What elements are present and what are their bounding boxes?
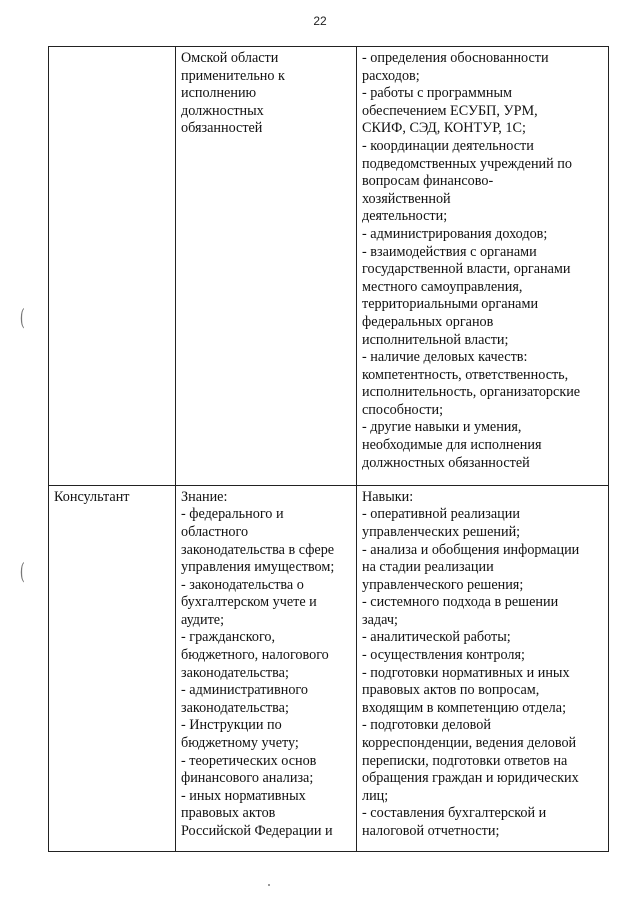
skills-cell <box>357 47 609 486</box>
text-line: - осуществления контроля; <box>362 647 525 664</box>
text-line: - подготовки деловой <box>362 717 491 734</box>
text-line: Омской области <box>181 50 279 66</box>
text-line: на стадии реализации <box>362 559 494 576</box>
text-line: управленческого решения; <box>362 576 524 593</box>
text-line: - анализа и обобщения информации <box>362 541 580 558</box>
text-line: - другие навыки и умения, <box>362 419 522 436</box>
text-line: способности; <box>362 401 444 418</box>
qualification-table <box>48 46 609 852</box>
text-line: деятельности; <box>362 208 448 225</box>
scan-binding-mark: ( <box>19 560 25 585</box>
text-line: местного самоуправления, <box>362 278 523 295</box>
text-line: управленческих решений; <box>362 523 521 540</box>
text-line: вопросам финансово- <box>362 173 494 190</box>
text-line: - оперативной реализации <box>362 506 520 523</box>
text-line: аудите; <box>181 611 225 628</box>
text-line: - составления бухгалтерской и <box>362 805 547 822</box>
text-line: правовых актов <box>181 805 276 822</box>
text-line: областного <box>181 523 249 540</box>
text-line: Знание: <box>181 488 228 505</box>
text-line: подведомственных учреждений по <box>362 155 572 172</box>
text-line: применительно к <box>181 67 285 84</box>
text-line: налоговой отчетности; <box>362 823 500 839</box>
text-line: - иных нормативных <box>181 787 306 804</box>
text-line: Навыки: <box>362 488 414 505</box>
page-number: 22 <box>313 14 327 28</box>
text-line: исполнительной власти; <box>362 331 509 348</box>
text-line: входящим в компетенцию отдела; <box>362 699 567 716</box>
text-line: - аналитической работы; <box>362 629 511 646</box>
text-line: - теоретических основ <box>181 752 317 769</box>
scan-binding-mark: ( <box>19 306 25 331</box>
text-line: - определения обоснованности <box>362 50 549 66</box>
text-line: должностных <box>181 102 264 119</box>
text-line: управления имуществом; <box>181 559 335 576</box>
text-line: лиц; <box>362 787 389 804</box>
text-line: обеспечением ЕСУБП, УРМ, <box>362 102 538 119</box>
text-line: федеральных органов <box>362 313 494 330</box>
text-line: - работы с программным <box>362 85 512 102</box>
text-line: задач; <box>362 611 398 628</box>
text-line: законодательства в сфере <box>181 541 335 558</box>
skills-cell <box>357 485 609 851</box>
text-line: - подготовки нормативных и иных <box>362 664 570 681</box>
text-line: - наличие деловых качеств: <box>362 349 528 366</box>
text-line: расходов; <box>362 67 420 84</box>
text-line: хозяйственной <box>362 190 451 207</box>
text-line: территориальными органами <box>362 296 539 313</box>
position-cell <box>49 47 176 486</box>
text-line: необходимые для исполнения <box>362 437 542 454</box>
text-line: исполнению <box>181 85 257 102</box>
text-line: законодательства; <box>181 664 289 681</box>
text-line: должностных обязанностей <box>362 454 530 471</box>
text-line: правовых актов по вопросам, <box>362 682 540 699</box>
text-line: бухгалтерском учете и <box>181 594 317 611</box>
table-row <box>49 47 609 486</box>
text-line: - взаимодействия с органами <box>362 243 537 260</box>
text-line: - гражданского, <box>181 629 276 646</box>
text-line: - системного подхода в решении <box>362 594 559 611</box>
text-line: бюджетному учету; <box>181 735 299 752</box>
text-line: - административного <box>181 682 308 699</box>
text-line: обязанностей <box>181 120 263 137</box>
knowledge-cell <box>176 485 357 851</box>
text-line: - Инструкции по <box>181 717 282 734</box>
knowledge-cell <box>176 47 357 486</box>
text-line: исполнительность, организаторские <box>362 384 581 401</box>
position-cell: Консультант <box>49 485 176 851</box>
text-line: - администрирования доходов; <box>362 225 548 242</box>
scan-speck <box>268 884 270 886</box>
text-line: обращения граждан и юридических <box>362 770 579 787</box>
text-line: законодательства; <box>181 699 289 716</box>
text-line: СКИФ, СЭД, КОНТУР, 1С; <box>362 120 526 137</box>
text-line: - координации деятельности <box>362 137 534 154</box>
table-row <box>49 485 609 851</box>
text-line: бюджетного, налогового <box>181 647 329 664</box>
text-line: государственной власти, органами <box>362 261 571 278</box>
text-line: - законодательства о <box>181 576 304 593</box>
text-line: финансового анализа; <box>181 770 314 787</box>
text-line: Российской Федерации и <box>181 823 333 839</box>
text-line: - федерального и <box>181 506 284 523</box>
text-line: корреспонденции, ведения деловой <box>362 735 577 752</box>
text-line: переписки, подготовки ответов на <box>362 752 568 769</box>
text-line: компетентность, ответственность, <box>362 366 569 383</box>
